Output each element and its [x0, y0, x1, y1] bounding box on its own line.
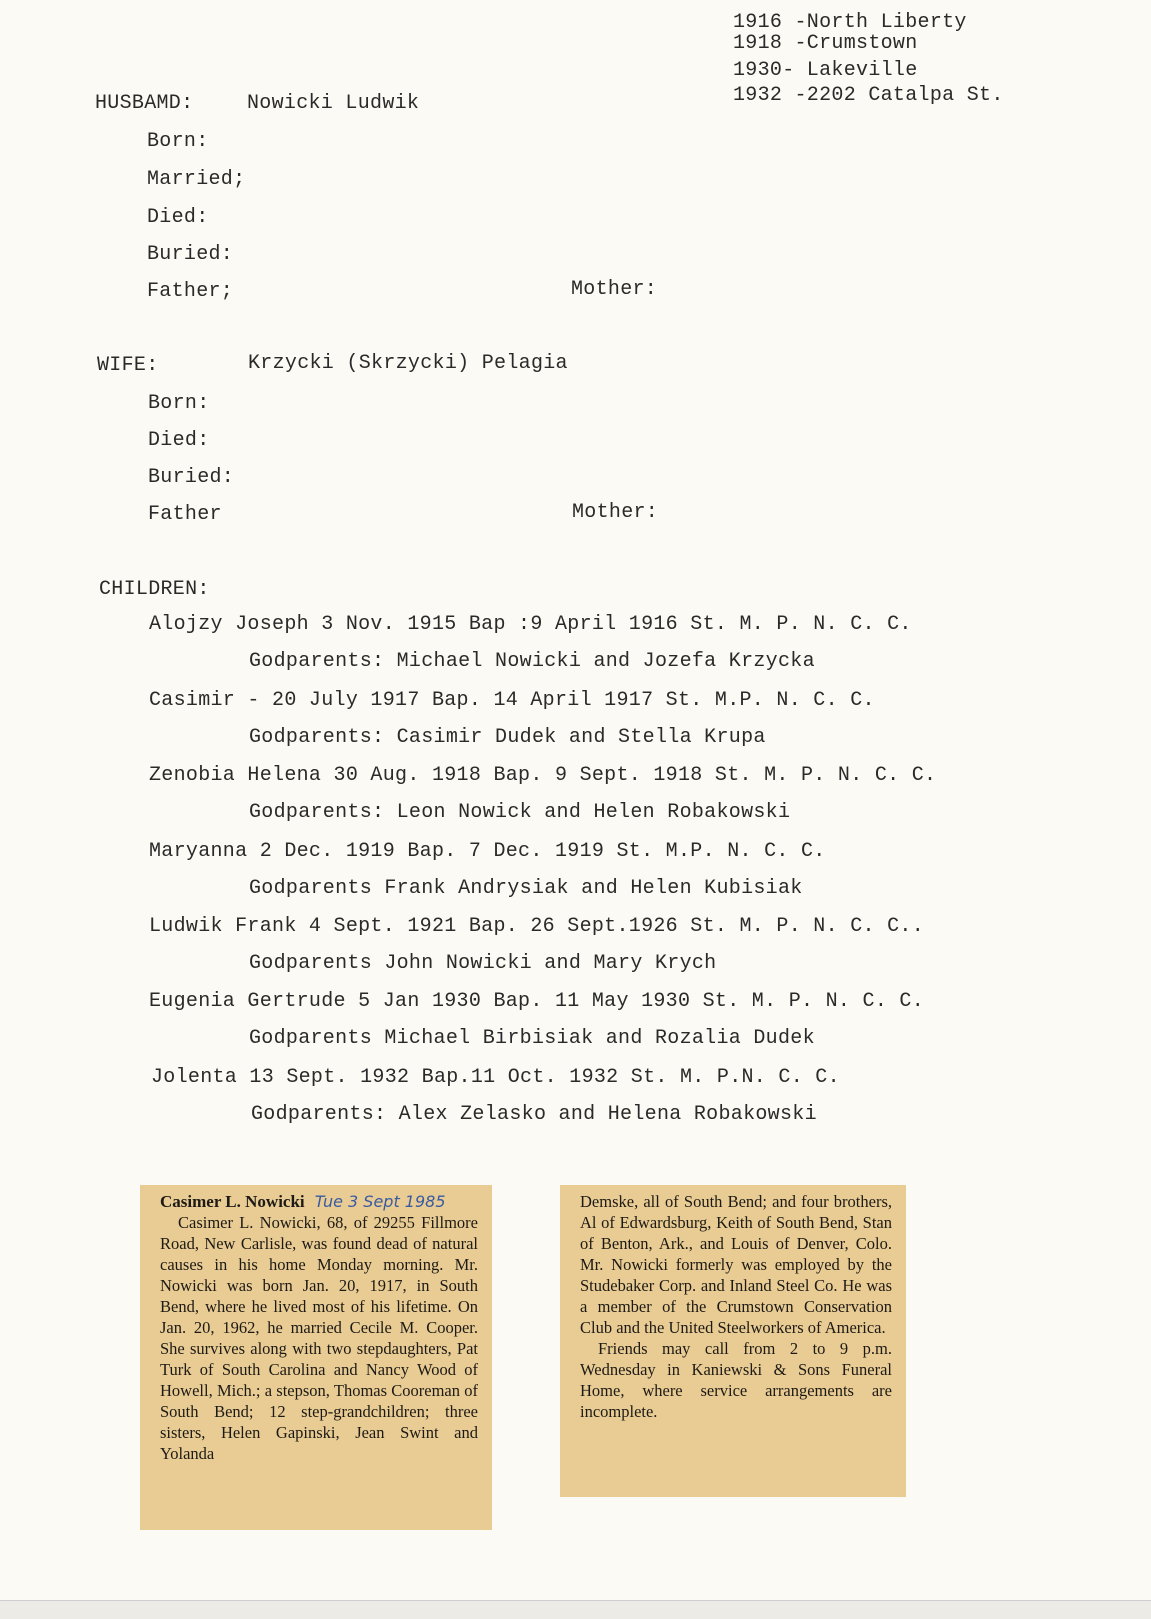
- child-godparents: Godparents: Alex Zelasko and Helena Robakowski: [251, 1103, 817, 1126]
- husband-father-label: Father;: [147, 280, 234, 303]
- wife-buried-label: Buried:: [148, 466, 235, 489]
- page-bottom-edge: [0, 1600, 1151, 1619]
- child-entry: Eugenia Gertrude 5 Jan 1930 Bap. 11 May 1930 St. M. P. N. C. C.: [149, 990, 925, 1013]
- obituary-body-continued: Demske, all of South Bend; and four brothers, Al of Edwardsburg, Keith of South Bend, Stan of Benton, Ark., and Louis of Denver, Colo. Mr. Nowicki formerly was employed by the Studebaker Corp. and Inland Steel Co. He was a member of the Crumstown Conservation Club and the United Steelworkers of America.: [580, 1192, 892, 1337]
- residence-item: 1932 -2202 Catalpa St.: [733, 84, 1004, 107]
- obituary-clipping-left: [140, 1185, 492, 1530]
- wife-father-label: Father: [148, 503, 222, 526]
- obituary-clipping-right: [560, 1185, 906, 1497]
- child-entry: Alojzy Joseph 3 Nov. 1915 Bap :9 April 1916 St. M. P. N. C. C.: [149, 613, 912, 636]
- wife-mother-label: Mother:: [572, 501, 659, 524]
- child-godparents: Godparents: Leon Nowick and Helen Robakowski: [249, 801, 791, 824]
- husband-name: Nowicki Ludwik: [247, 92, 420, 115]
- child-godparents: Godparents Frank Andrysiak and Helen Kubisiak: [249, 877, 803, 900]
- obituary-body: Casimer L. Nowicki, 68, of 29255 Fillmore Road, New Carlisle, was found dead of natural causes in his home Monday morning. Mr. Nowicki was born Jan. 20, 1917, in South Bend, where he lived most of his lifetime. On Jan. 20, 1962, he married Cecile M. Cooper. She survives along with two stepdaughters, Pat Turk of South Carolina and Nancy Wood of Howell, Mich.; a stepson, Thomas Cooreman of South Bend; 12 step-grandchildren; three sisters, Helen Gapinski, Jean Swint and Yolanda: [160, 1213, 478, 1463]
- child-godparents: Godparents John Nowicki and Mary Krych: [249, 952, 717, 975]
- husband-mother-label: Mother:: [571, 278, 658, 301]
- wife-name: Krzycki (Skrzycki) Pelagia: [248, 352, 568, 375]
- children-label: CHILDREN:: [99, 578, 210, 601]
- residence-item: 1916 -North Liberty: [733, 11, 967, 34]
- obituary-headline: Casimer L. Nowicki: [160, 1192, 305, 1211]
- husband-married-label: Married;: [147, 168, 246, 191]
- husband-died-label: Died:: [147, 206, 209, 229]
- child-entry: Jolenta 13 Sept. 1932 Bap.11 Oct. 1932 St. M. P.N. C. C.: [151, 1066, 840, 1089]
- child-godparents: Godparents: Casimir Dudek and Stella Krupa: [249, 726, 766, 749]
- child-godparents: Godparents Michael Birbisiak and Rozalia Dudek: [249, 1027, 815, 1050]
- obituary-visitation: Friends may call from 2 to 9 p.m. Wednesday in Kaniewski & Sons Funeral Home, where service arrangements are incomplete.: [580, 1339, 892, 1421]
- residence-list: [733, 12, 1004, 106]
- husband-buried-label: Buried:: [147, 243, 234, 266]
- residence-item: 1918 -Crumstown: [733, 32, 918, 55]
- wife-born-label: Born:: [148, 392, 210, 415]
- wife-died-label: Died:: [148, 429, 210, 452]
- residence-item: 1930- Lakeville: [733, 59, 918, 82]
- child-entry: Maryanna 2 Dec. 1919 Bap. 7 Dec. 1919 St. M.P. N. C. C.: [149, 840, 826, 863]
- child-entry: Ludwik Frank 4 Sept. 1921 Bap. 26 Sept.1926 St. M. P. N. C. C..: [149, 915, 925, 938]
- husband-born-label: Born:: [147, 130, 209, 153]
- child-entry: Zenobia Helena 30 Aug. 1918 Bap. 9 Sept. 1918 St. M. P. N. C. C.: [149, 764, 937, 787]
- wife-label: WIFE:: [97, 354, 159, 377]
- child-godparents: Godparents: Michael Nowicki and Jozefa Krzycka: [249, 650, 815, 673]
- handwritten-date: Tue 3 Sept 1985: [314, 1192, 446, 1211]
- husband-label: HUSBAMD:: [95, 92, 194, 115]
- child-entry: Casimir - 20 July 1917 Bap. 14 April 1917 St. M.P. N. C. C.: [149, 689, 875, 712]
